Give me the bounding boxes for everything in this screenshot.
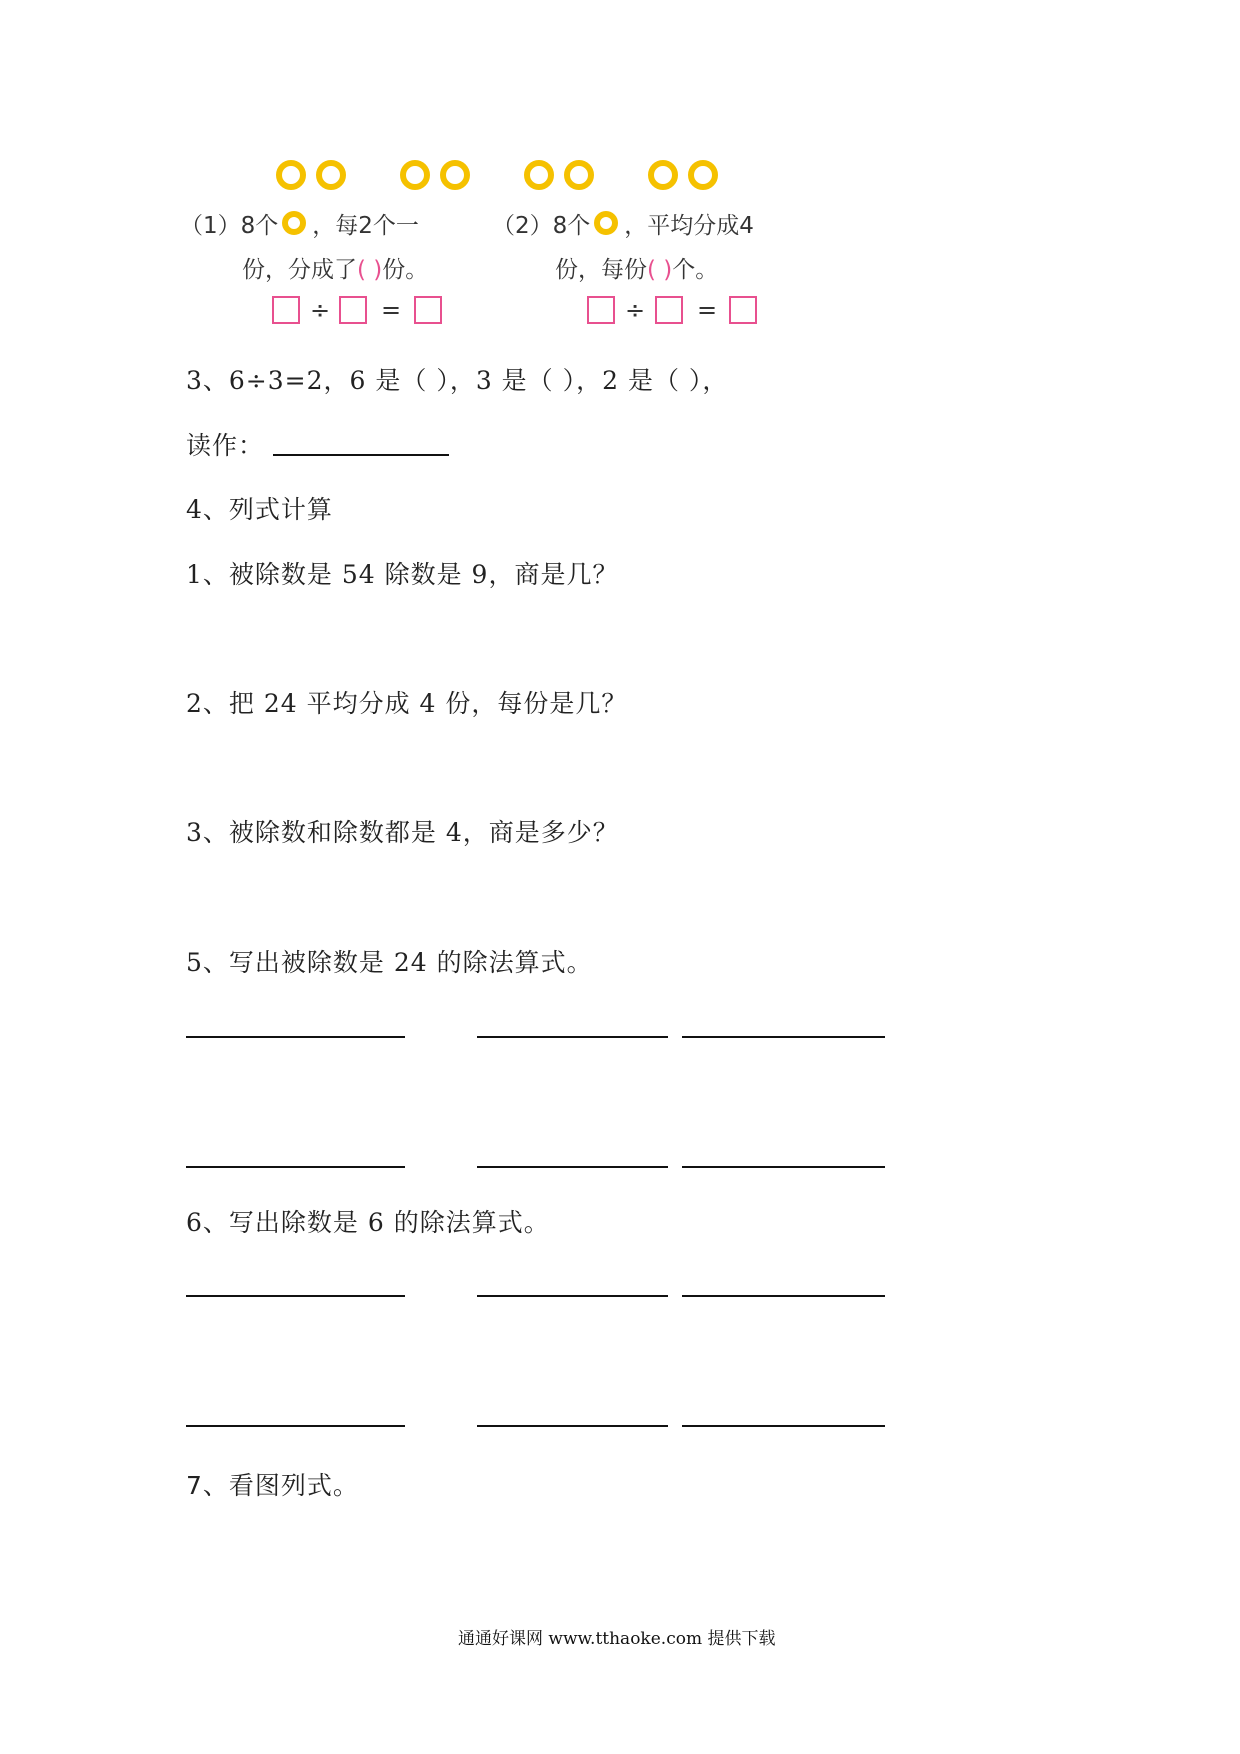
ring-icon bbox=[316, 160, 346, 190]
answer-line[interactable] bbox=[682, 1425, 885, 1427]
answer-line[interactable] bbox=[477, 1425, 668, 1427]
answer-box[interactable] bbox=[339, 296, 367, 324]
part1-line1: （1）8个 ，每2个一 bbox=[180, 213, 419, 239]
answer-line[interactable] bbox=[186, 1295, 405, 1297]
answer-line[interactable] bbox=[682, 1166, 885, 1168]
answer-line[interactable] bbox=[477, 1166, 668, 1168]
answer-line[interactable] bbox=[682, 1036, 885, 1038]
answer-box[interactable] bbox=[414, 296, 442, 324]
answer-blank[interactable]: ( ) bbox=[357, 257, 383, 283]
q4-title: 4、列式计算 bbox=[186, 495, 333, 524]
answer-line[interactable] bbox=[477, 1295, 668, 1297]
q4-item-2: 2、把 24 平均分成 4 份，每份是几？ bbox=[186, 689, 628, 718]
q4-item-3: 3、被除数和除数都是 4，商是多少？ bbox=[186, 818, 619, 847]
ring-icon bbox=[400, 160, 430, 190]
ring-inline bbox=[590, 213, 624, 233]
footer-credit: 通通好课网 www.tthaoke.com 提供下载 bbox=[458, 1629, 776, 1649]
q3-answer-line[interactable] bbox=[273, 454, 449, 456]
ring-icon bbox=[276, 160, 306, 190]
part1-line2: 份，分成了( )份。 bbox=[242, 257, 429, 283]
ring-icon bbox=[440, 160, 470, 190]
answer-box[interactable] bbox=[587, 296, 615, 324]
answer-line[interactable] bbox=[186, 1166, 405, 1168]
answer-line[interactable] bbox=[682, 1295, 885, 1297]
answer-box[interactable] bbox=[655, 296, 683, 324]
ring-inline bbox=[278, 213, 312, 233]
q5-title: 5、写出被除数是 24 的除法算式。 bbox=[186, 948, 593, 977]
divide-sign: ÷ bbox=[625, 296, 646, 324]
answer-line[interactable] bbox=[477, 1036, 668, 1038]
answer-box[interactable] bbox=[729, 296, 757, 324]
equals-sign: = bbox=[381, 296, 402, 324]
ring-icon bbox=[648, 160, 678, 190]
answer-blank[interactable]: ( ) bbox=[647, 257, 673, 283]
ring-icon bbox=[594, 211, 618, 235]
ring-icon bbox=[282, 211, 306, 235]
q3-statement: 3、6÷3=2，6 是（ ），3 是（ ），2 是（ ）， bbox=[186, 366, 729, 395]
q6-title: 6、写出除数是 6 的除法算式。 bbox=[186, 1208, 550, 1237]
ring-icon bbox=[524, 160, 554, 190]
answer-line[interactable] bbox=[186, 1036, 405, 1038]
answer-line[interactable] bbox=[186, 1425, 405, 1427]
part2-line2: 份，每份( )个。 bbox=[555, 257, 719, 283]
q7-title: 7、看图列式。 bbox=[186, 1471, 359, 1500]
equals-sign: = bbox=[697, 296, 718, 324]
ring-icon bbox=[564, 160, 594, 190]
ring-icon bbox=[688, 160, 718, 190]
answer-box[interactable] bbox=[272, 296, 300, 324]
q3-read-label: 读作： bbox=[186, 431, 265, 460]
q4-item-1: 1、被除数是 54 除数是 9，商是几？ bbox=[186, 560, 619, 589]
part2-line1: （2）8个 ，平均分成4 bbox=[492, 213, 754, 239]
divide-sign: ÷ bbox=[310, 296, 331, 324]
